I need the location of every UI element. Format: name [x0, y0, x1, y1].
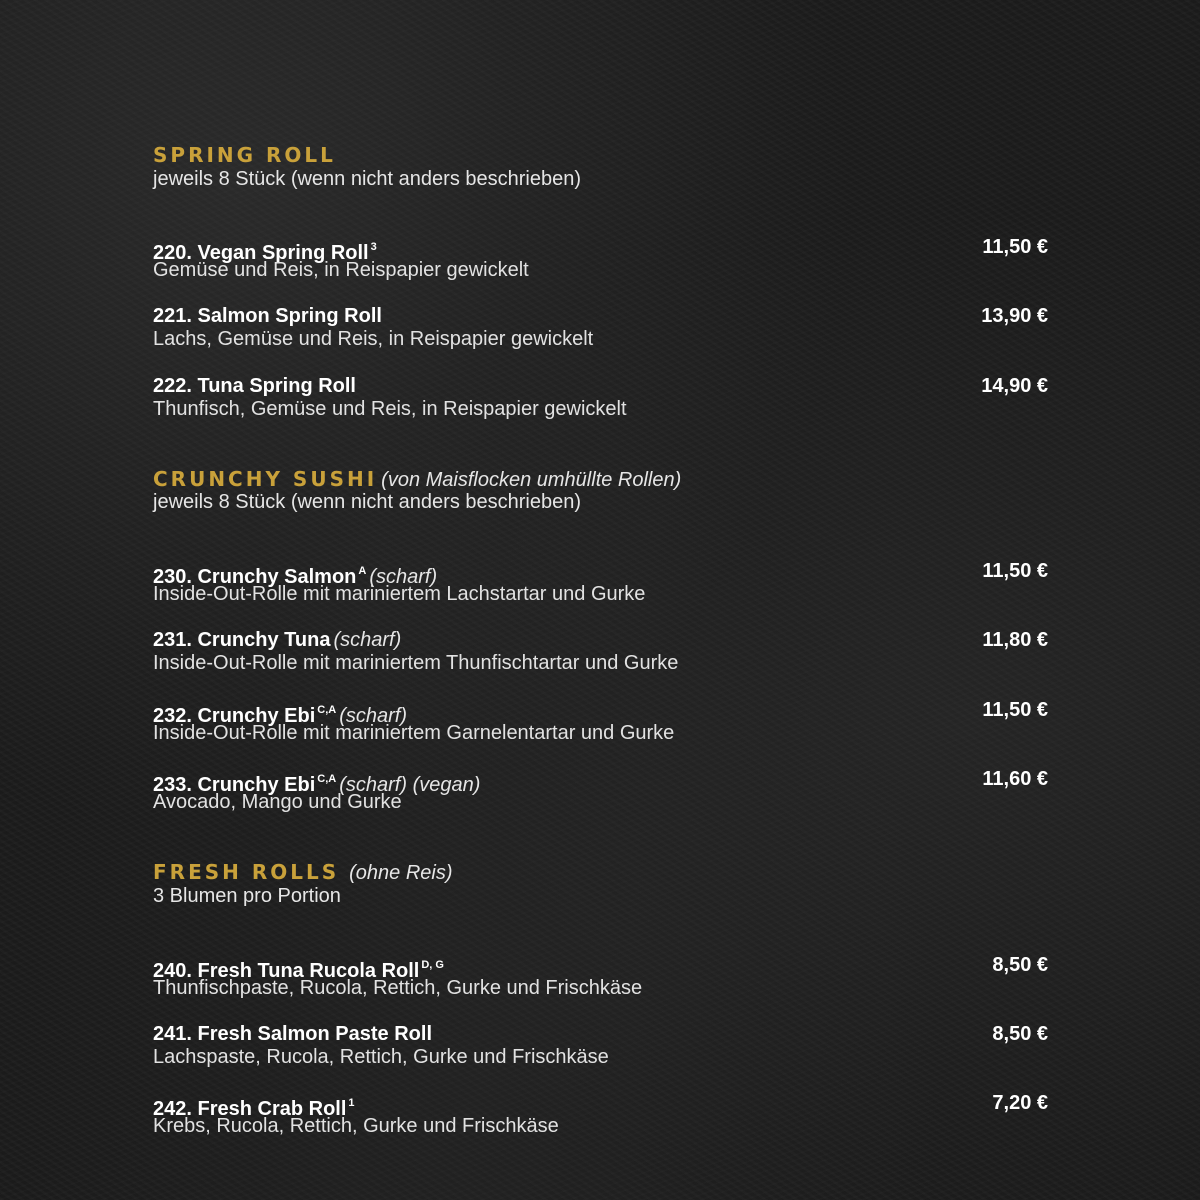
item-description: Gemüse und Reis, in Reispapier gewickelt [153, 259, 529, 281]
menu-item [153, 235, 1048, 285]
section-note: (ohne Reis) [349, 862, 453, 884]
allergen-marker: C,A [317, 773, 337, 785]
item-price: 11,60 € [982, 768, 1048, 790]
item-price: 11,50 € [982, 699, 1048, 721]
menu-item [153, 628, 1048, 678]
item-description: Inside-Out-Rolle mit mariniertem Thunfischtartar und Gurke [153, 652, 679, 674]
menu-item [153, 767, 1048, 817]
item-title: 231. Crunchy Tuna [153, 629, 331, 651]
item-name [153, 628, 401, 652]
item-price: 11,50 € [982, 560, 1048, 582]
section-title-fresh-rolls [153, 860, 453, 885]
item-title: 233. Crunchy Ebi [153, 774, 316, 796]
item-title: 232. Crunchy Ebi [153, 705, 316, 727]
allergen-marker: D, G [421, 959, 444, 971]
item-price: 7,20 € [992, 1092, 1048, 1114]
item-note: (scharf) (vegan) [339, 774, 481, 796]
section-title-text: SPRING ROLL [153, 143, 336, 167]
item-title: 220. Vegan Spring Roll [153, 242, 369, 264]
menu-item [153, 1091, 1048, 1141]
section-title-spring-roll [153, 143, 336, 167]
item-description: Inside-Out-Rolle mit mariniertem Garnelentartar und Gurke [153, 722, 675, 744]
item-title: 230. Crunchy Salmon [153, 566, 357, 588]
item-price: 8,50 € [992, 1023, 1048, 1045]
item-title: 222. Tuna Spring Roll [153, 375, 356, 397]
item-title: 221. Salmon Spring Roll [153, 305, 382, 327]
item-price: 13,90 € [981, 305, 1048, 327]
menu-item [153, 304, 1048, 354]
item-price: 11,80 € [982, 629, 1048, 651]
section-title-text: CRUNCHY SUSHI [153, 467, 378, 491]
item-description: Krebs, Rucola, Rettich, Gurke und Frischkäse [153, 1115, 559, 1137]
menu-item [153, 1022, 1048, 1072]
section-subtitle-spring-roll: jeweils 8 Stück (wenn nicht anders beschrieben) [153, 168, 581, 190]
item-description: Thunfisch, Gemüse und Reis, in Reispapier gewickelt [153, 398, 627, 420]
item-note: (scharf) [339, 705, 408, 727]
section-subtitle-fresh-rolls: 3 Blumen pro Portion [153, 885, 341, 907]
item-note: (scharf) [333, 629, 402, 651]
item-price: 8,50 € [992, 954, 1048, 976]
section-title-text: FRESH ROLLS [153, 860, 340, 884]
menu-item [153, 374, 1048, 424]
item-price: 11,50 € [982, 236, 1048, 258]
item-title: 240. Fresh Tuna Rucola Roll [153, 960, 420, 982]
allergen-marker: 3 [370, 241, 377, 253]
allergen-marker: A [358, 565, 367, 577]
allergen-marker: C,A [317, 704, 337, 716]
section-note: (von Maisflocken umhüllte Rollen) [381, 469, 682, 491]
item-description: Lachs, Gemüse und Reis, in Reispapier gewickelt [153, 328, 594, 350]
item-title: 242. Fresh Crab Roll [153, 1098, 347, 1120]
section-subtitle-crunchy-sushi: jeweils 8 Stück (wenn nicht anders beschrieben) [153, 491, 581, 513]
item-description: Avocado, Mango und Gurke [153, 791, 402, 813]
item-note: (scharf) [369, 566, 438, 588]
menu-item [153, 953, 1048, 1003]
menu-item [153, 559, 1048, 609]
allergen-marker: 1 [348, 1097, 355, 1109]
item-name [153, 1022, 432, 1046]
section-title-crunchy-sushi [153, 467, 681, 492]
menu-item [153, 698, 1048, 748]
item-description: Inside-Out-Rolle mit mariniertem Lachstartar und Gurke [153, 583, 646, 605]
item-title: 241. Fresh Salmon Paste Roll [153, 1023, 432, 1045]
item-description: Lachspaste, Rucola, Rettich, Gurke und Frischkäse [153, 1046, 609, 1068]
item-price: 14,90 € [981, 375, 1048, 397]
item-name [153, 304, 382, 328]
item-name [153, 374, 356, 398]
item-description: Thunfischpaste, Rucola, Rettich, Gurke und Frischkäse [153, 977, 643, 999]
